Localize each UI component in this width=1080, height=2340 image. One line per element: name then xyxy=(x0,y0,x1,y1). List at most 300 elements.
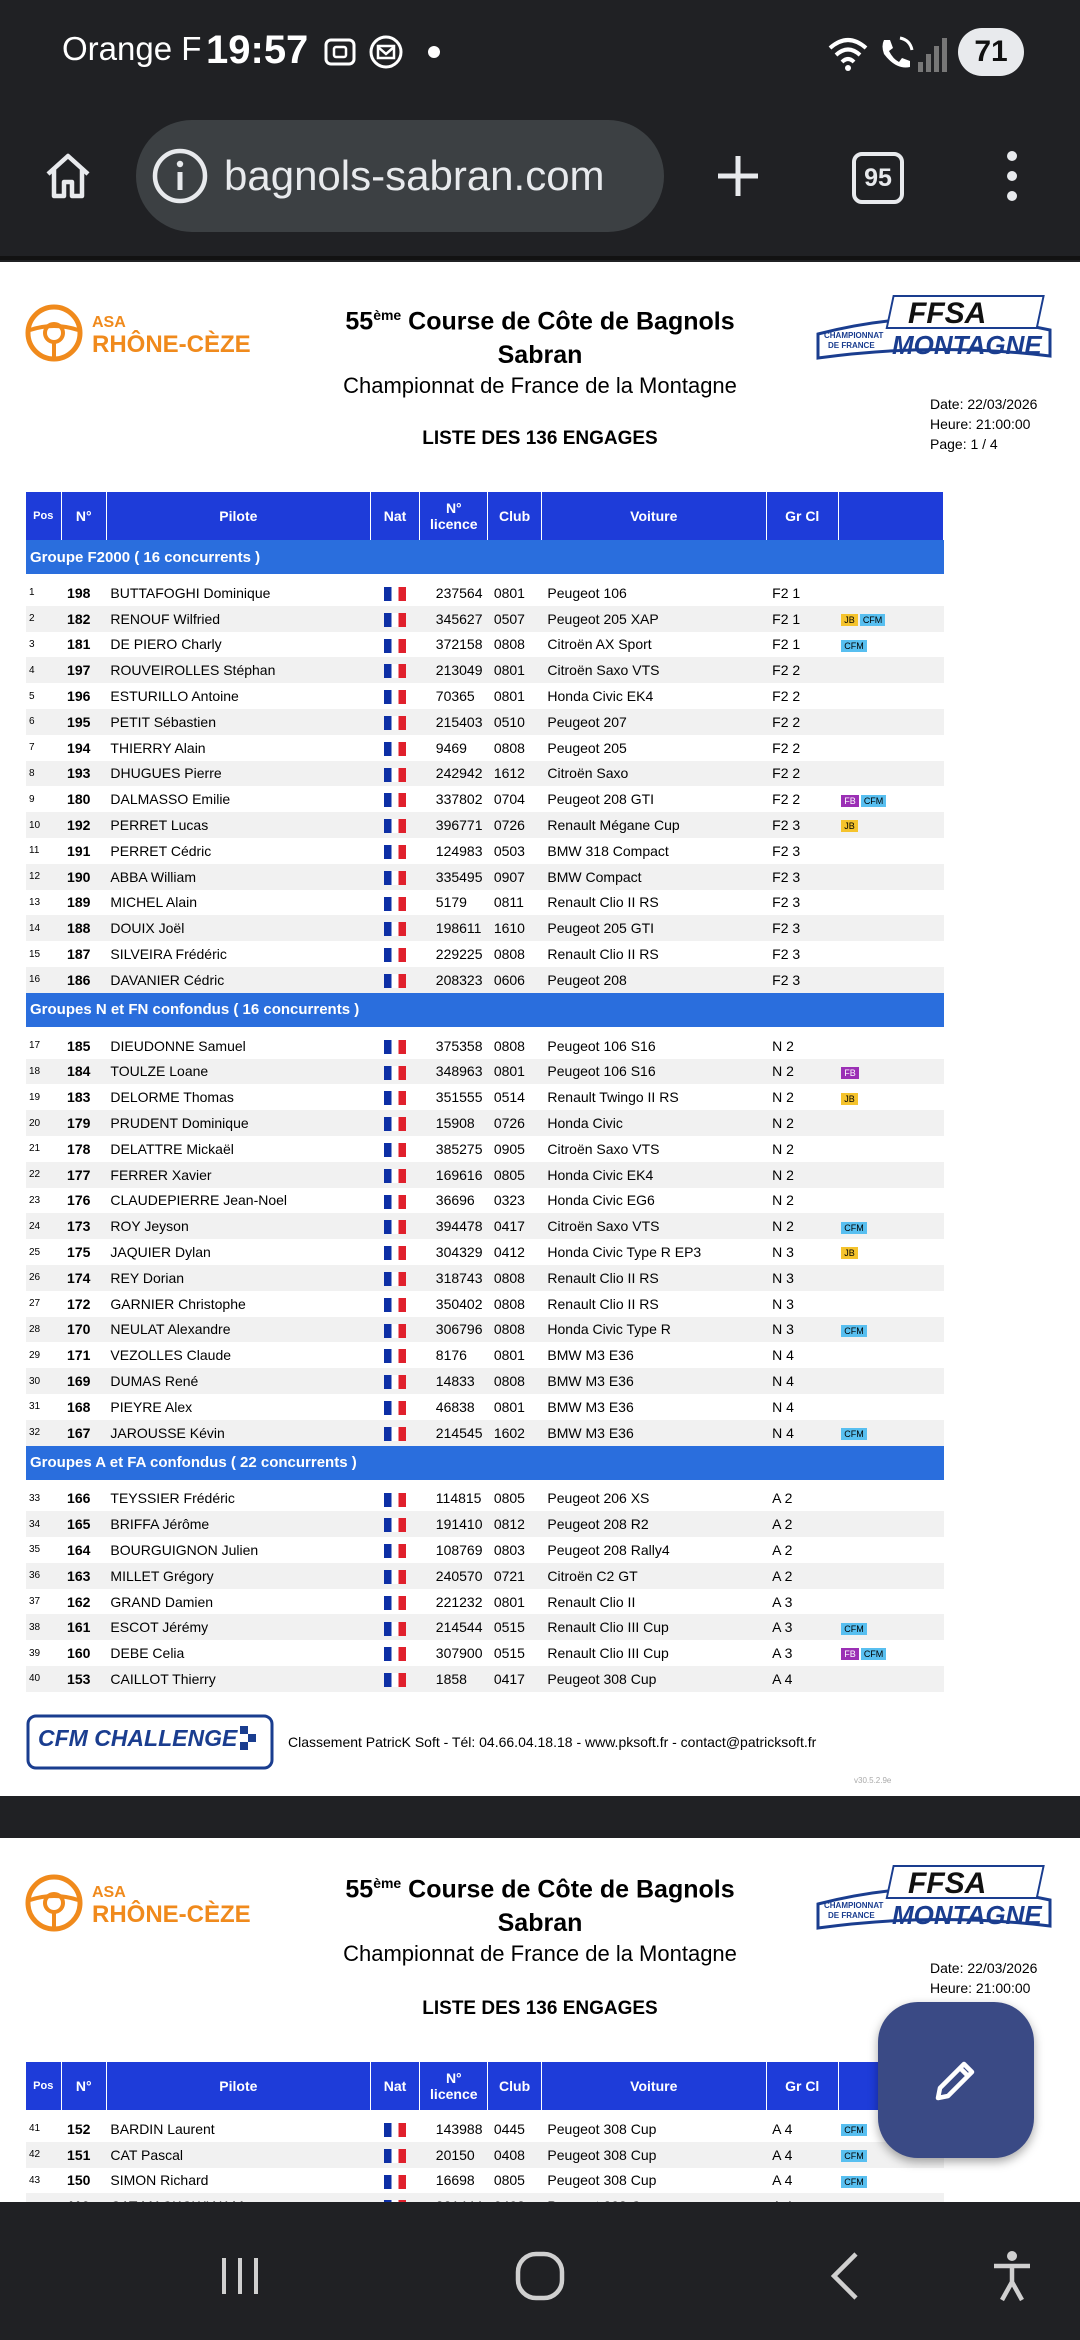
badge-cfm: CFM xyxy=(841,2150,867,2162)
back-icon xyxy=(822,2248,870,2304)
france-flag-icon xyxy=(384,1195,406,1209)
badge-jb: JB xyxy=(841,614,858,626)
row-pos: 35 xyxy=(29,1544,41,1556)
france-flag-icon xyxy=(384,1596,406,1610)
row-tags xyxy=(838,1537,943,1563)
row-club: 0811 xyxy=(493,894,524,911)
row-pos: 38 xyxy=(26,1614,61,1640)
row-tags xyxy=(838,1239,943,1265)
row-grcl: F2 3 xyxy=(766,967,838,993)
row-number: 186 xyxy=(61,967,106,993)
row-pos: 25 xyxy=(29,1246,41,1258)
table-row xyxy=(26,838,944,864)
row-pilote: NEULAT Alexandre xyxy=(106,1317,370,1343)
row-grcl: A 2 xyxy=(772,1541,793,1558)
page-footer xyxy=(26,1714,1080,1774)
row-pilote: PETIT Sébastien xyxy=(106,709,370,735)
table-row xyxy=(26,657,944,683)
row-tags xyxy=(838,1317,943,1343)
france-flag-icon xyxy=(384,1040,406,1054)
row-grcl: F2 2 xyxy=(766,761,838,787)
france-flag-icon xyxy=(384,716,406,730)
row-licence: 348963 xyxy=(420,1059,488,1085)
table-row xyxy=(26,1666,944,1692)
row-voiture: Peugeot 106 S16 xyxy=(547,1037,656,1054)
row-grcl: A 2 xyxy=(766,1563,838,1589)
row-voiture: Honda Civic EK4 xyxy=(547,688,654,705)
title-text: Course de Côte de Bagnols Sabran xyxy=(401,1875,735,1938)
row-pilote: GARNIER Christophe xyxy=(110,1295,246,1312)
row-licence: 394478 xyxy=(420,1213,488,1239)
accessibility-button[interactable] xyxy=(982,2246,1042,2306)
back-button[interactable] xyxy=(816,2246,876,2306)
group-title: Groupes A et FA confondus ( 22 concurrents ) xyxy=(26,1446,944,1480)
table-row xyxy=(26,1033,944,1059)
france-flag-icon xyxy=(384,639,406,653)
row-tags xyxy=(838,1188,943,1214)
row-voiture: Peugeot 208 Rally4 xyxy=(547,1541,670,1558)
row-voiture: Citroën Saxo VTS xyxy=(547,1140,660,1157)
row-tags xyxy=(838,1291,943,1317)
recents-icon xyxy=(216,2252,264,2300)
col-voiture: Voiture xyxy=(541,2062,766,2110)
row-nat xyxy=(370,1188,419,1214)
ffsa-montagne-logo xyxy=(814,1864,1054,1932)
row-licence: 191410 xyxy=(420,1511,488,1537)
row-tags xyxy=(838,890,943,916)
row-licence: 306796 xyxy=(420,1317,488,1343)
logo-left-text: RHÔNE-CÈZE xyxy=(92,1901,251,1928)
table-row xyxy=(26,1563,944,1589)
row-tags xyxy=(838,606,943,632)
table-row xyxy=(26,606,944,632)
row-tags xyxy=(838,709,943,735)
row-club: 0801 xyxy=(493,688,525,705)
group-header-row xyxy=(26,540,944,574)
row-number: 163 xyxy=(61,1563,106,1589)
logo-left-text: RHÔNE-CÈZE xyxy=(92,331,251,358)
table-row xyxy=(26,915,944,941)
row-pos: 30 xyxy=(26,1368,61,1394)
table-row xyxy=(26,709,944,735)
table-row xyxy=(26,1342,944,1368)
row-pos: 13 xyxy=(29,896,41,908)
row-tags xyxy=(838,864,943,890)
row-number: 167 xyxy=(61,1420,106,1446)
row-club: 1602 xyxy=(488,1420,542,1446)
meta-date: Date: 22/03/2026 xyxy=(930,1960,1038,1976)
row-number: 150 xyxy=(67,2172,91,2189)
row-nat xyxy=(370,1239,419,1265)
list-title: LISTE DES 136 ENGAGES xyxy=(422,1998,658,2019)
pdf-viewer[interactable] xyxy=(0,262,1080,2202)
row-pilote: JAROUSSE Kévin xyxy=(106,1420,370,1446)
address-bar[interactable] xyxy=(136,120,664,232)
row-club: 0412 xyxy=(493,1244,525,1261)
row-pos: 4 xyxy=(26,657,61,683)
row-voiture: Citroën C2 GT xyxy=(541,1563,766,1589)
row-pilote: CAILLOT Thierry xyxy=(106,1666,370,1692)
pencil-icon xyxy=(928,2052,984,2108)
edit-fab-button[interactable] xyxy=(878,2002,1034,2158)
row-number: 160 xyxy=(67,1645,91,1662)
col-licence: N° licence xyxy=(420,2062,488,2110)
row-number: 188 xyxy=(61,915,106,941)
france-flag-icon xyxy=(384,1427,406,1441)
col-pos: Pos xyxy=(26,492,61,540)
row-club: 0417 xyxy=(488,1666,542,1692)
row-voiture: Honda Civic xyxy=(541,1110,766,1136)
col-nat: Nat xyxy=(370,2062,419,2110)
row-nat xyxy=(370,1640,419,1666)
row-pilote: BARDIN Laurent xyxy=(110,2120,215,2137)
row-licence: 208323 xyxy=(420,967,488,993)
row-licence: 307900 xyxy=(435,1645,483,1662)
row-licence: 215403 xyxy=(420,709,488,735)
badge-cfm: CFM xyxy=(861,795,887,807)
row-pos: 16 xyxy=(26,967,61,993)
row-number: 183 xyxy=(67,1089,91,1106)
table-row xyxy=(26,812,944,838)
browser-toolbar xyxy=(0,108,1080,256)
col-pilote: Pilote xyxy=(106,2062,370,2110)
france-flag-icon xyxy=(384,845,406,859)
home-button[interactable] xyxy=(36,144,100,208)
france-flag-icon xyxy=(384,1647,406,1661)
france-flag-icon xyxy=(384,2123,406,2137)
row-voiture: Peugeot 208 xyxy=(541,967,766,993)
france-flag-icon xyxy=(384,922,406,936)
row-voiture: Peugeot 205 XAP xyxy=(541,606,766,632)
row-number: 189 xyxy=(67,894,91,911)
row-grcl: A 4 xyxy=(772,2172,793,2189)
row-voiture: Renault Clio II RS xyxy=(547,1295,659,1312)
row-pos: 29 xyxy=(29,1349,41,1361)
row-nat xyxy=(370,1110,419,1136)
row-voiture: Renault Clio II RS xyxy=(547,946,659,963)
badge-cfm: CFM xyxy=(860,614,886,626)
row-pilote: DIEUDONNE Samuel xyxy=(110,1037,246,1054)
row-number: 164 xyxy=(67,1541,91,1558)
row-nat xyxy=(370,1537,419,1563)
row-pos: 12 xyxy=(26,864,61,890)
row-nat xyxy=(370,1394,419,1420)
row-licence: 9469 xyxy=(435,739,467,756)
row-tags xyxy=(838,941,943,967)
row-voiture: Peugeot 106 xyxy=(547,584,627,601)
more-vert-icon xyxy=(1000,148,1024,204)
battery-indicator: 71 xyxy=(958,28,1024,76)
france-flag-icon xyxy=(384,690,406,704)
row-pos: 1 xyxy=(29,587,35,599)
cfm-logo-text: CFM CHALLENGE xyxy=(38,1725,238,1751)
entries-table xyxy=(26,2062,944,2219)
row-pos: 42 xyxy=(26,2142,61,2168)
row-licence: 396771 xyxy=(420,812,488,838)
row-licence: 375358 xyxy=(435,1037,483,1054)
france-flag-icon xyxy=(384,2175,406,2189)
table-row xyxy=(26,2168,944,2194)
badge-cfm: CFM xyxy=(841,2124,867,2136)
col-voiture: Voiture xyxy=(541,492,766,540)
row-nat xyxy=(370,683,419,709)
row-licence: 351555 xyxy=(435,1089,483,1106)
logo-right-sub1: CHAMPIONNAT xyxy=(824,1901,884,1910)
tab-switcher-button[interactable]: 95 xyxy=(852,152,904,204)
row-pos: 36 xyxy=(26,1563,61,1589)
row-nat xyxy=(370,1614,419,1640)
row-grcl: N 4 xyxy=(772,1398,794,1415)
row-tags xyxy=(838,1033,943,1059)
table-row xyxy=(26,580,944,606)
france-flag-icon xyxy=(384,1220,406,1234)
row-tags xyxy=(838,838,943,864)
france-flag-icon xyxy=(384,1401,406,1415)
row-pilote: CAT Pascal xyxy=(106,2142,370,2168)
row-grcl: A 3 xyxy=(772,1645,793,1662)
table-row xyxy=(26,761,944,787)
badge-jb: JB xyxy=(841,1247,858,1259)
col-pos: Pos xyxy=(26,2062,61,2110)
row-licence: 108769 xyxy=(435,1541,483,1558)
row-pos: 14 xyxy=(26,915,61,941)
row-tags xyxy=(838,1420,943,1446)
title-sup: ème xyxy=(373,1875,402,1891)
row-voiture: Peugeot 205 GTI xyxy=(541,915,766,941)
row-voiture: Renault Clio II xyxy=(547,1593,636,1610)
row-club: 0721 xyxy=(488,1563,542,1589)
france-flag-icon xyxy=(384,871,406,885)
row-nat xyxy=(370,915,419,941)
badge-cfm: CFM xyxy=(841,1325,867,1337)
france-flag-icon xyxy=(384,1298,406,1312)
row-club: 0726 xyxy=(488,1110,542,1136)
france-flag-icon xyxy=(384,1324,406,1338)
row-tags xyxy=(838,1342,943,1368)
badge-cfm: CFM xyxy=(841,1623,867,1635)
list-title: LISTE DES 136 ENGAGES xyxy=(422,428,658,449)
row-number: 170 xyxy=(61,1317,106,1343)
row-voiture: Peugeot 106 S16 xyxy=(541,1059,766,1085)
table-row xyxy=(26,1162,944,1188)
meta-time: Heure: 21:00:00 xyxy=(930,1980,1031,1996)
row-tags xyxy=(838,1394,943,1420)
row-licence: 20150 xyxy=(420,2142,488,2168)
row-grcl: N 2 xyxy=(772,1089,794,1106)
row-pos: 40 xyxy=(26,1666,61,1692)
col-num: N° xyxy=(61,492,106,540)
table-row xyxy=(26,1589,944,1615)
row-pos: 37 xyxy=(29,1596,41,1608)
logo-right-sub3: MONTAGNE xyxy=(892,1900,1042,1930)
row-licence: 124983 xyxy=(435,842,483,859)
row-club: 1612 xyxy=(488,761,542,787)
table-row xyxy=(26,1213,944,1239)
row-licence: 350402 xyxy=(435,1295,483,1312)
menu-button[interactable] xyxy=(980,144,1044,208)
row-pilote: BOURGUIGNON Julien xyxy=(110,1541,259,1558)
signal-icon xyxy=(916,34,950,74)
row-voiture: Citroën Saxo VTS xyxy=(541,1213,766,1239)
row-pilote: TEYSSIER Frédéric xyxy=(110,1490,235,1507)
wifi-icon xyxy=(826,34,870,74)
row-grcl: F2 3 xyxy=(766,915,838,941)
logo-right-text: FFSA xyxy=(908,297,987,330)
home-nav-button[interactable] xyxy=(510,2246,570,2306)
row-pilote: BRIFFA Jérôme xyxy=(106,1511,370,1537)
row-licence: 1858 xyxy=(420,1666,488,1692)
row-club: 0417 xyxy=(488,1213,542,1239)
row-licence: 214545 xyxy=(420,1420,488,1446)
row-nat xyxy=(370,941,419,967)
row-pilote: RENOUF Wilfried xyxy=(106,606,370,632)
home-icon xyxy=(42,150,94,202)
ffsa-montagne-logo xyxy=(814,294,1054,362)
row-club: 0801 xyxy=(493,584,525,601)
recents-button[interactable] xyxy=(210,2246,270,2306)
table-row xyxy=(26,864,944,890)
row-voiture: Renault Clio II RS xyxy=(547,894,659,911)
row-number: 193 xyxy=(61,761,106,787)
row-club: 0808 xyxy=(488,1368,542,1394)
row-pos: 27 xyxy=(29,1298,41,1310)
badge-cfm: CFM xyxy=(841,1222,867,1234)
row-grcl: A 2 xyxy=(766,1511,838,1537)
entries-table xyxy=(26,492,944,1692)
france-flag-icon xyxy=(384,1272,406,1286)
row-voiture: Citroën AX Sport xyxy=(547,636,652,653)
row-nat xyxy=(370,2142,419,2168)
col-num: N° xyxy=(61,2062,106,2110)
row-number: 176 xyxy=(67,1192,91,1209)
new-tab-button[interactable] xyxy=(706,144,770,208)
row-voiture: Citroën Saxo xyxy=(541,761,766,787)
row-grcl: F2 2 xyxy=(766,709,838,735)
row-club: 0408 xyxy=(488,2142,542,2168)
row-nat xyxy=(370,632,419,658)
row-pilote: CLAUDEPIERRE Jean-Noel xyxy=(110,1192,288,1209)
table-row xyxy=(26,1110,944,1136)
col-club: Club xyxy=(488,492,542,540)
row-nat xyxy=(370,1265,419,1291)
footer-credits: Classement PatricK Soft - Tél: 04.66.04.18.18 - www.pksoft.fr - contact@patricksoft.fr xyxy=(288,1734,817,1750)
row-pos: 10 xyxy=(26,812,61,838)
mail-notification-icon xyxy=(368,34,404,70)
row-nat xyxy=(370,967,419,993)
table-row xyxy=(26,683,944,709)
row-number: 161 xyxy=(61,1614,106,1640)
row-pilote: TOULZE Loane xyxy=(106,1059,370,1085)
row-nat xyxy=(370,1342,419,1368)
info-icon[interactable] xyxy=(150,146,210,206)
row-number: 187 xyxy=(67,946,91,963)
row-licence: 318743 xyxy=(420,1265,488,1291)
france-flag-icon xyxy=(384,819,406,833)
row-voiture: Renault Twingo II RS xyxy=(547,1089,679,1106)
row-number: 153 xyxy=(61,1666,106,1692)
row-nat xyxy=(370,1486,419,1512)
row-voiture: Honda Civic EG6 xyxy=(547,1192,655,1209)
carrier-label: Orange F xyxy=(62,30,202,67)
row-grcl: F2 1 xyxy=(772,636,801,653)
row-tags xyxy=(838,1368,943,1394)
row-licence: 242942 xyxy=(420,761,488,787)
row-tags xyxy=(838,580,943,606)
table-row xyxy=(26,941,944,967)
row-tags xyxy=(838,1136,943,1162)
row-tags xyxy=(838,1084,943,1110)
row-tags xyxy=(838,1511,943,1537)
row-pos: 39 xyxy=(29,1647,41,1659)
row-nat xyxy=(370,2116,419,2142)
row-grcl: F2 2 xyxy=(772,688,801,705)
row-club: 0801 xyxy=(488,1059,542,1085)
col-grcl: Gr Cl xyxy=(766,492,838,540)
row-pilote: ABBA William xyxy=(106,864,370,890)
row-grcl: N 3 xyxy=(772,1295,794,1312)
row-number: 180 xyxy=(67,791,91,808)
row-club: 0445 xyxy=(493,2120,525,2137)
row-tags xyxy=(838,915,943,941)
col-nat: Nat xyxy=(370,492,419,540)
row-licence: 337802 xyxy=(435,791,483,808)
row-voiture: Renault Clio II RS xyxy=(541,1265,766,1291)
table-row xyxy=(26,1368,944,1394)
row-nat xyxy=(370,1589,419,1615)
row-grcl: N 4 xyxy=(766,1368,838,1394)
france-flag-icon xyxy=(384,1091,406,1105)
row-licence: 14833 xyxy=(420,1368,488,1394)
wifi-calling-icon xyxy=(876,34,916,74)
row-pilote: DOUIX Joël xyxy=(106,915,370,941)
row-grcl: A 4 xyxy=(772,2120,793,2137)
row-voiture: Renault Clio III Cup xyxy=(547,1645,669,1662)
france-flag-icon xyxy=(384,948,406,962)
row-tags xyxy=(838,1563,943,1589)
badge-cfm: CFM xyxy=(841,2176,867,2188)
row-pilote: DALMASSO Emilie xyxy=(110,791,231,808)
row-voiture: Honda Civic Type R EP3 xyxy=(547,1244,702,1261)
row-number: 181 xyxy=(67,636,91,653)
row-pos: 5 xyxy=(29,690,35,702)
row-nat xyxy=(370,606,419,632)
row-grcl: F2 3 xyxy=(772,894,801,911)
url-text[interactable]: bagnols-sabran.com xyxy=(224,152,605,199)
row-pilote: ESCOT Jérémy xyxy=(106,1614,370,1640)
meta-page: Page: 1 / 4 xyxy=(930,436,998,452)
group-header-row xyxy=(26,993,944,1027)
row-licence: 5179 xyxy=(435,894,467,911)
row-nat xyxy=(370,761,419,787)
row-licence: 335495 xyxy=(420,864,488,890)
badge-jb: JB xyxy=(841,820,858,832)
row-number: 190 xyxy=(61,864,106,890)
group-title: Groupes N et FN confondus ( 16 concurrents ) xyxy=(26,993,944,1027)
row-licence: 213049 xyxy=(420,657,488,683)
france-flag-icon xyxy=(384,1246,406,1260)
table-row xyxy=(26,1537,944,1563)
row-number: 192 xyxy=(61,812,106,838)
document-title xyxy=(300,298,780,400)
row-nat xyxy=(370,1317,419,1343)
france-flag-icon xyxy=(384,742,406,756)
row-voiture: Peugeot 308 Cup xyxy=(541,2142,766,2168)
row-pilote: REY Dorian xyxy=(106,1265,370,1291)
row-club: 0808 xyxy=(493,739,525,756)
badge-cfm: CFM xyxy=(841,640,867,652)
row-nat xyxy=(370,580,419,606)
row-club: 0905 xyxy=(493,1140,525,1157)
